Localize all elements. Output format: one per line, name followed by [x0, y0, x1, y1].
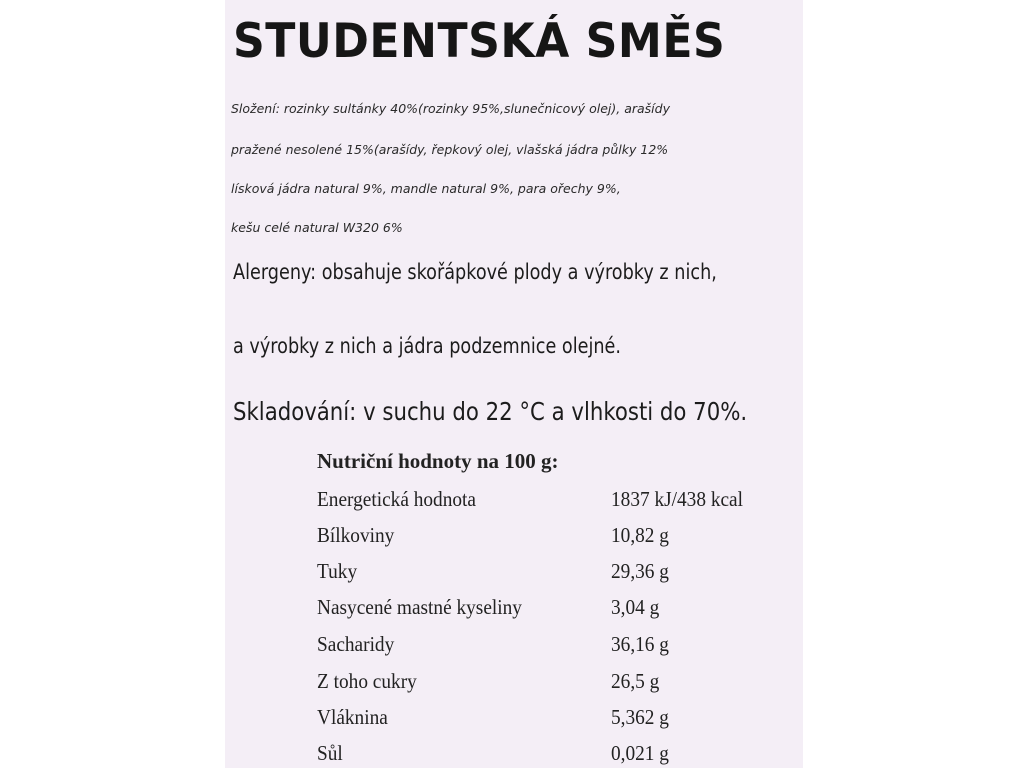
nutrient-name: Nasycené mastné kyseliny	[317, 595, 522, 619]
nutrient-value: 5,362 g	[611, 705, 669, 729]
composition-line: pražené nesolené 15%(arašídy, řepkový olej, vlašská jádra půlky 12%	[231, 142, 669, 157]
nutrient-name: Sůl	[317, 741, 343, 765]
nutrient-name: Sacharidy	[317, 632, 395, 656]
table-row	[317, 632, 787, 668]
table-row	[317, 705, 787, 741]
nutrient-name: Tuky	[317, 559, 358, 583]
nutrient-name: Energetická hodnota	[317, 487, 476, 511]
composition-line: kešu celé natural W320 6%	[231, 220, 403, 235]
nutrient-value: 1837 kJ/438 kcal	[611, 487, 744, 511]
table-row	[317, 523, 787, 559]
nutrient-value: 36,16 g	[611, 632, 669, 656]
table-row	[317, 595, 787, 631]
allergens-line-2: a výrobky z nich a jádra podzemnice olejné.	[233, 334, 622, 358]
composition-line: Složení: rozinky sultánky 40%(rozinky 95%,slunečnicový olej), arašídy	[231, 101, 670, 116]
composition-line: lísková jádra natural 9%, mandle natural 9%, para ořechy 9%,	[231, 181, 621, 196]
nutrient-name: Vláknina	[317, 705, 388, 729]
allergens-line-1: Alergeny: obsahuje skořápkové plody a výrobky z nich,	[233, 260, 717, 284]
nutrient-name: Z toho cukry	[317, 669, 417, 693]
storage-info: Skladování: v suchu do 22 °C a vlhkosti do 70%.	[233, 397, 748, 426]
nutrient-value: 10,82 g	[611, 523, 669, 547]
nutrient-value: 0,021 g	[611, 741, 669, 765]
table-row	[317, 669, 787, 705]
nutrient-name: Bílkoviny	[317, 523, 395, 547]
nutrient-value: 26,5 g	[611, 669, 660, 693]
nutrient-value: 29,36 g	[611, 559, 669, 583]
table-row	[317, 487, 787, 523]
product-label	[225, 0, 803, 768]
table-row	[317, 741, 787, 768]
nutrition-heading: Nutriční hodnoty na 100 g:	[317, 449, 559, 473]
table-row	[317, 559, 787, 595]
nutrient-value: 3,04 g	[611, 595, 660, 619]
product-title: STUDENTSKÁ SMĚS	[233, 14, 726, 69]
